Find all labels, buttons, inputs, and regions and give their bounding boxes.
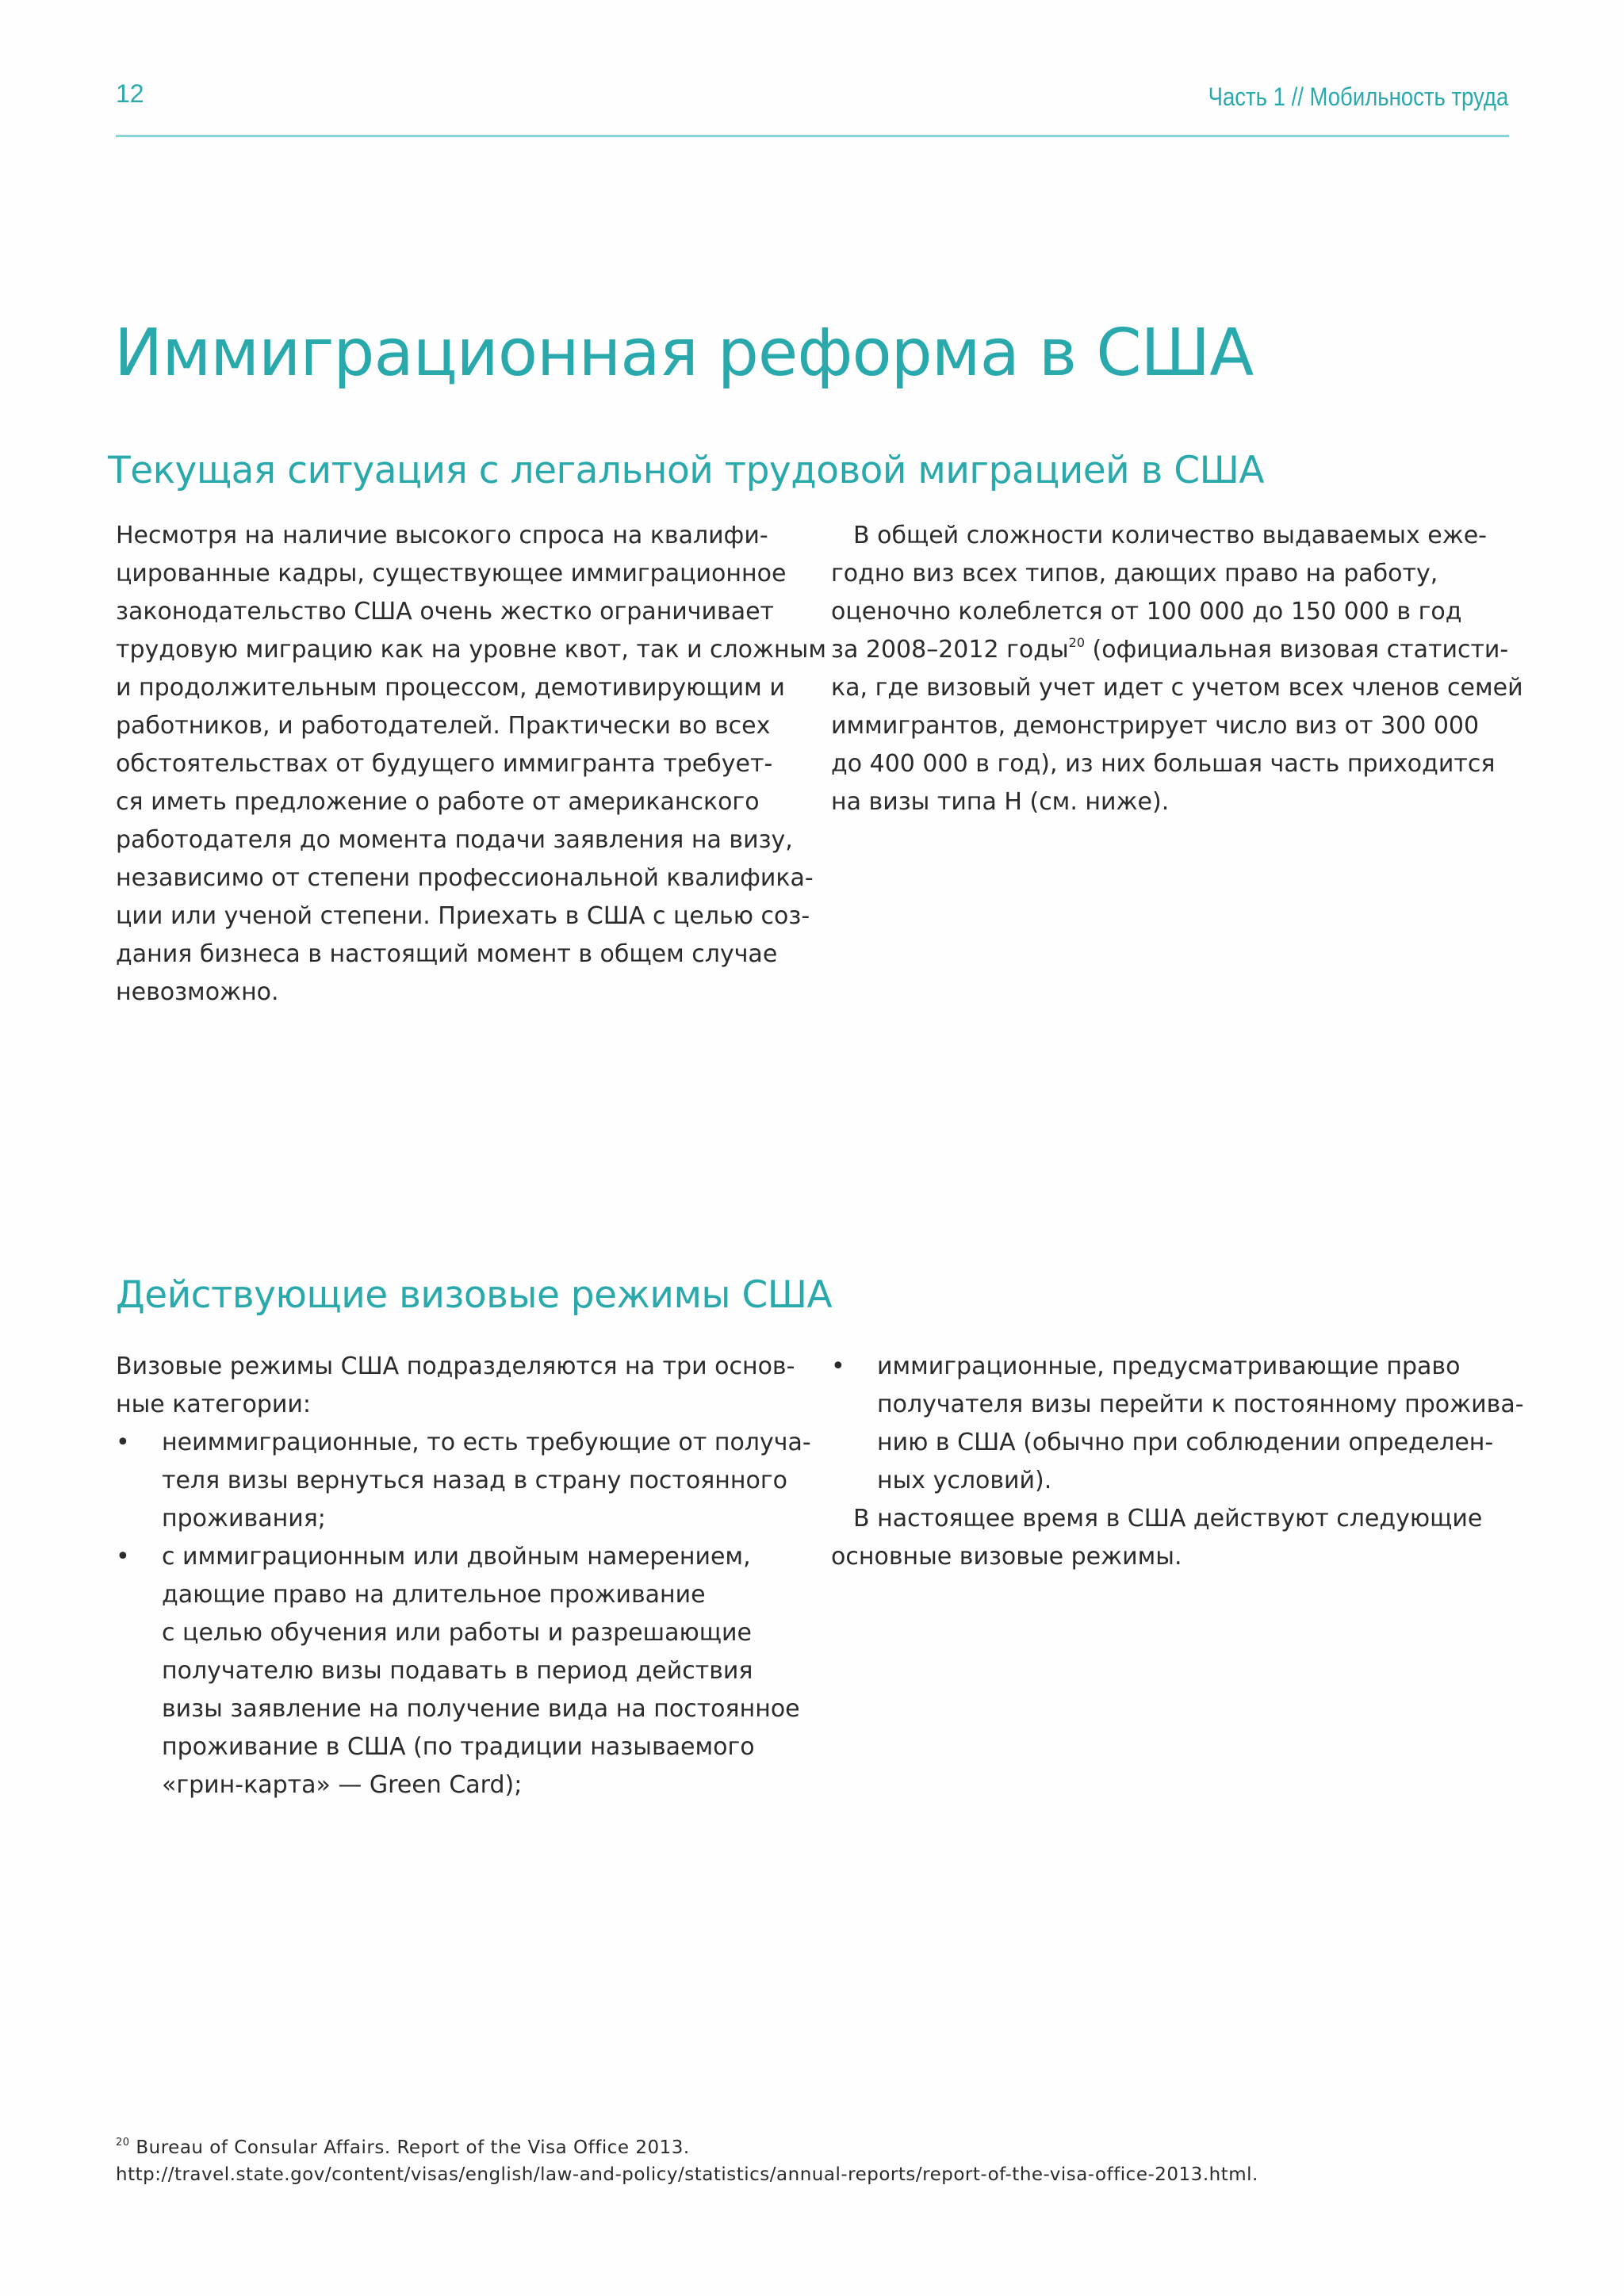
paragraph-line: оценочно колеблется от 100 000 до 150 000 в год (831, 598, 1462, 626)
list-item-line: проживание в США (по традиции называемого (162, 1733, 755, 1761)
paragraph-line: ся иметь предложение о работе от американского (116, 788, 760, 816)
footnote-url[interactable]: http://travel.state.gov/content/visas/english/law-and-policy/statistics/annual-reports/report-of-the-visa-office-2013.html. (116, 2164, 1258, 2185)
paragraph-line: и продолжительным процессом, демотивирующим и (116, 674, 785, 702)
list-item (831, 1348, 1524, 1500)
header-divider (116, 135, 1509, 137)
list-item-line: проживания; (162, 1505, 326, 1533)
bullet-icon: • (116, 1429, 130, 1456)
paragraph-line: ции или ученой степени. Приехать в США с целью соз- (116, 902, 810, 930)
bullet-icon: • (831, 1353, 845, 1380)
paragraph-line: независимо от степени профессиональной квалифика- (116, 864, 814, 892)
paragraph-line: Визовые режимы США подразделяются на три основ- (116, 1353, 795, 1380)
paragraph-line: годно виз всех типов, дающих право на работу, (831, 560, 1438, 587)
list-item-line: неиммиграционные, то есть требующие от получа- (162, 1429, 811, 1456)
section-heading-current-situation: Текущая ситуация с легальной трудовой миграцией в США (108, 449, 1265, 492)
section1-right-column (831, 517, 1523, 821)
list-item-line: «грин-карта» — Green Card); (162, 1771, 523, 1799)
paragraph-line: трудовую миграцию как на уровне квот, так и сложным (116, 636, 826, 664)
list-item-line: визы заявление на получение вида на постоянное (162, 1695, 800, 1723)
paragraph-line: Несмотря на наличие высокого спроса на квалифи- (116, 522, 768, 549)
paragraph-line: работников, и работодателей. Практически во всех (116, 712, 771, 740)
paragraph-line: основные визовые режимы. (831, 1543, 1182, 1571)
footnote-ref[interactable]: 20 (1068, 635, 1086, 650)
list-item-line: получателю визы подавать в период действия (162, 1657, 753, 1685)
list-item-line: получателя визы перейти к постоянному прожива- (877, 1391, 1524, 1418)
paragraph-line: цированные кадры, существующее иммиграционное (116, 560, 787, 587)
footnote-citation: Bureau of Consular Affairs. Report of the Visa Office 2013. (129, 2137, 690, 2158)
text-span: за 2008–2012 годы (831, 636, 1069, 664)
paragraph-line: ные категории: (116, 1391, 311, 1418)
paragraph-line: дания бизнеса в настоящий момент в общем случае (116, 940, 778, 968)
page-title: Иммиграционная реформа в США (114, 316, 1254, 391)
list-item-line: иммиграционные, предусматривающие право (877, 1353, 1461, 1380)
paragraph-line: ка, где визовый учет идет с учетом всех членов семей (831, 674, 1523, 702)
list-item-line: с целью обучения или работы и разрешающие (162, 1619, 752, 1647)
list-item-line: дающие право на длительное проживание (162, 1581, 706, 1609)
paragraph-line: обстоятельствах от будущего иммигранта требует- (116, 750, 773, 778)
footnote-number: 20 (116, 2137, 130, 2149)
paragraph-line: иммигрантов, демонстрирует число виз от 300 000 (831, 712, 1480, 740)
footnote-line (116, 2134, 1258, 2161)
section2-right-column (831, 1348, 1524, 1576)
list-item (116, 1424, 814, 1538)
list-item (116, 1538, 814, 1804)
footnote (116, 2134, 1258, 2188)
text-span: (официальная визовая статисти- (1085, 636, 1509, 664)
page-number: 12 (116, 79, 144, 108)
list-item-line: нию в США (обычно при соблюдении определен- (877, 1429, 1494, 1456)
section-header: Часть 1 // Мобильность труда (1208, 82, 1508, 111)
paragraph-line: В настоящее время в США действуют следующие (853, 1505, 1483, 1533)
section2-left-column (116, 1348, 814, 1804)
section-heading-visa-regimes: Действующие визовые режимы США (116, 1273, 833, 1317)
paragraph-line: на визы типа H (см. ниже). (831, 788, 1170, 816)
paragraph-line: законодательство США очень жестко ограничивает (116, 598, 775, 626)
paragraph-line-with-footnote (831, 631, 1513, 669)
paragraph-line: работодателя до момента подачи заявления на визу, (116, 826, 793, 854)
paragraph-line: В общей сложности количество выдаваемых еже- (853, 522, 1487, 549)
paragraph-line: невозможно. (116, 978, 279, 1006)
list-item-line: с иммиграционным или двойным намерением, (162, 1543, 751, 1571)
bullet-icon: • (116, 1543, 130, 1571)
list-item-line: ных условий). (877, 1467, 1052, 1494)
list-item-line: теля визы вернуться назад в страну постоянного (162, 1467, 787, 1494)
section1-left-column (116, 517, 826, 1012)
paragraph-line: до 400 000 в год), из них большая часть приходится (831, 750, 1496, 778)
